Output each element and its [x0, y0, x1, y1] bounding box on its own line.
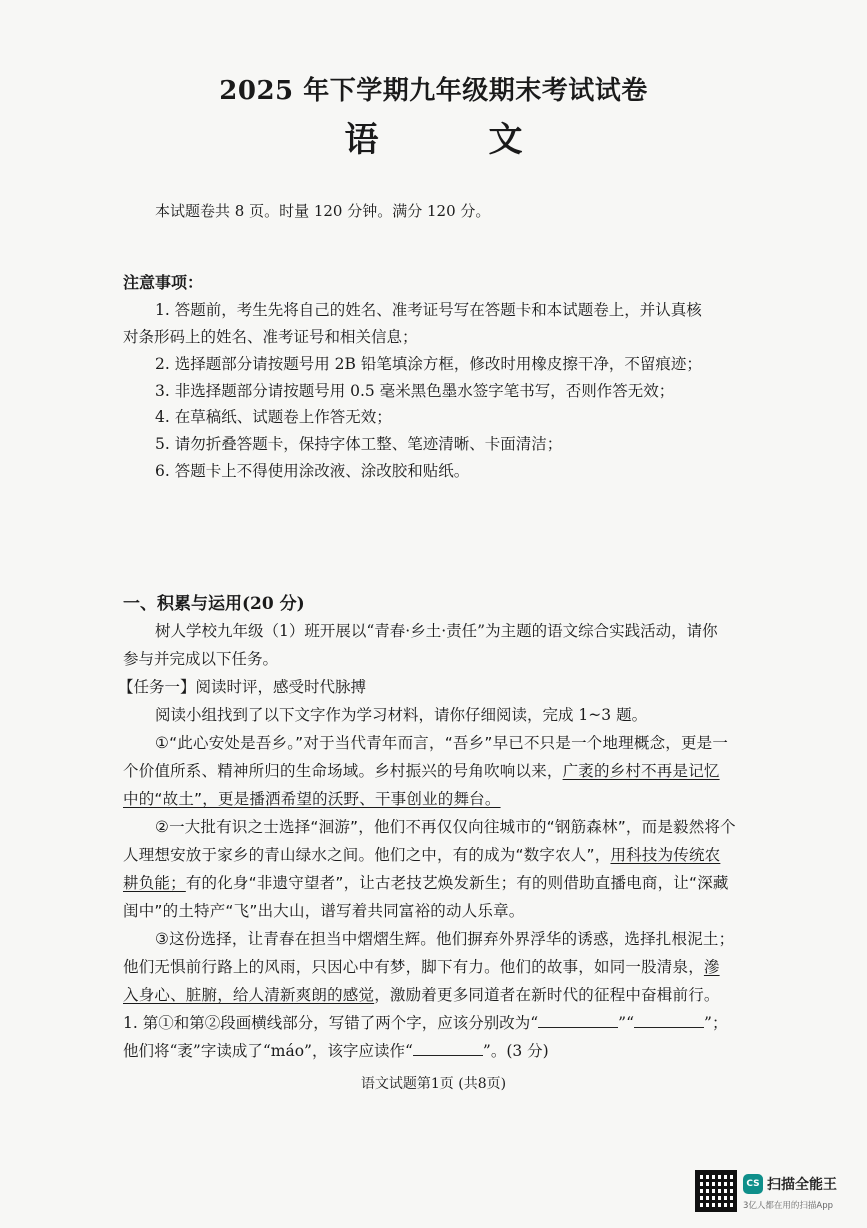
question-text: 他们将“袤”字读成了“máo”，该字应读作“ — [123, 1042, 413, 1060]
notes-line: 对条形码上的姓名、准考证号和相关信息； — [123, 328, 418, 346]
passage-text: 人理想安放于家乡的青山绿水之间。他们之中，有的成为“数字农人”， — [123, 846, 611, 864]
question-text: ”。(3 分) — [482, 1042, 549, 1060]
task-intro: 阅读小组找到了以下文字作为学习材料，请你仔细阅读，完成 1~3 题。 — [155, 706, 648, 724]
question-text: ”“ — [618, 1014, 635, 1032]
passage-line — [123, 787, 501, 809]
section-intro: 树人学校九年级（1）班开展以“青春·乡土·责任”为主题的语文综合实践活动，请你 — [155, 622, 718, 640]
scanner-app-name: 扫描全能王 — [767, 1177, 837, 1193]
question-1-cont — [123, 1039, 549, 1061]
answer-blank[interactable] — [413, 1041, 483, 1056]
notes-line: 5. 请勿折叠答题卡，保持字体工整、笔迹清晰、卡面清洁； — [155, 435, 563, 453]
question-text: 1. 第①和第②段画横线部分，写错了两个字，应该分别改为“ — [123, 1014, 539, 1032]
section-heading: 一、积累与运用(20 分) — [123, 594, 305, 614]
passage-line: ①“此心安处是吾乡。”对于当代青年而言，“吾乡”早已不只是一个地理概念，更是一 — [155, 734, 729, 752]
notes-line: 2. 选择题部分请按题号用 2B 铅笔填涂方框，修改时用橡皮擦干净，不留痕迹； — [155, 355, 702, 373]
scanner-watermark — [695, 1168, 855, 1216]
subject-char: 语 — [344, 120, 379, 160]
underlined-text: 入身心、脏腑，给人清新爽朗的感觉 — [123, 986, 375, 1004]
page-footer: 语文试题第1页 (共8页) — [360, 1076, 507, 1092]
underlined-text: 中的“故土”，更是播洒希望的沃野、干事创业的舞台。 — [123, 790, 501, 808]
passage-text: 个价值所系、精神所归的生命场域。乡村振兴的号角吹响以来， — [123, 762, 563, 780]
passage-line: ②一大批有识之士选择“洄游”，他们不再仅仅向往城市的“钢筋森林”，而是毅然将个 — [155, 818, 736, 836]
task-heading: 【任务一】阅读时评，感受时代脉搏 — [118, 678, 367, 696]
underlined-text: 滲 — [703, 958, 720, 976]
passage-line — [123, 843, 720, 865]
scanner-app-slogan: 3亿人都在用的扫描App — [743, 1201, 834, 1211]
exam-title: 2025 年下学期九年级期末考试试卷 — [219, 76, 648, 106]
passage-line: ③这份选择，让青春在担当中熠熠生辉。他们摒弃外界浮华的诱惑，选择扎根泥土； — [155, 930, 735, 948]
passage-line — [123, 955, 720, 977]
underlined-text: 广袤的乡村不再是记忆 — [562, 762, 720, 780]
passage-text: 有的化身“非遗守望者”，让古老技艺焕发新生；有的则借助直播电商，让“深藏 — [185, 874, 729, 892]
notes-line: 4. 在草稿纸、试题卷上作答无效； — [155, 408, 392, 426]
passage-line — [123, 983, 720, 1005]
exam-meta: 本试题卷共 8 页。时量 120 分钟。满分 120 分。 — [155, 202, 491, 220]
section-intro: 参与并完成以下任务。 — [123, 650, 279, 668]
passage-line: 闺中”的土特产“飞”出大山，谱写着共同富裕的动人乐章。 — [123, 902, 525, 920]
passage-text: ，激励着更多同道者在新时代的征程中奋楫前行。 — [374, 986, 720, 1004]
subject-char: 文 — [488, 120, 523, 160]
qr-code-icon — [695, 1170, 737, 1212]
subject-title — [0, 112, 867, 161]
question-text: ”； — [704, 1014, 728, 1032]
underlined-text: 用科技为传统农 — [610, 846, 721, 864]
answer-blank[interactable] — [634, 1013, 704, 1028]
notes-line: 1. 答题前，考生先将自己的姓名、准考证号写在答题卡和本试题卷上，并认真核 — [155, 301, 702, 319]
notes-heading: 注意事项： — [123, 273, 204, 292]
question-1 — [123, 1011, 727, 1033]
answer-blank[interactable] — [538, 1013, 618, 1028]
passage-line — [123, 759, 720, 781]
notes-line: 3. 非选择题部分请按题号用 0.5 毫米黑色墨水签字笔书写，否则作答无效； — [155, 382, 675, 400]
camscanner-logo-icon: CS — [743, 1174, 763, 1194]
passage-text: 他们无惧前行路上的风雨，只因心中有梦，脚下有力。他们的故事，如同一股清泉， — [123, 958, 704, 976]
passage-line — [123, 871, 729, 893]
underlined-text: 耕负能； — [123, 874, 186, 892]
notes-line: 6. 答题卡上不得使用涂改液、涂改胶和贴纸。 — [155, 462, 470, 480]
